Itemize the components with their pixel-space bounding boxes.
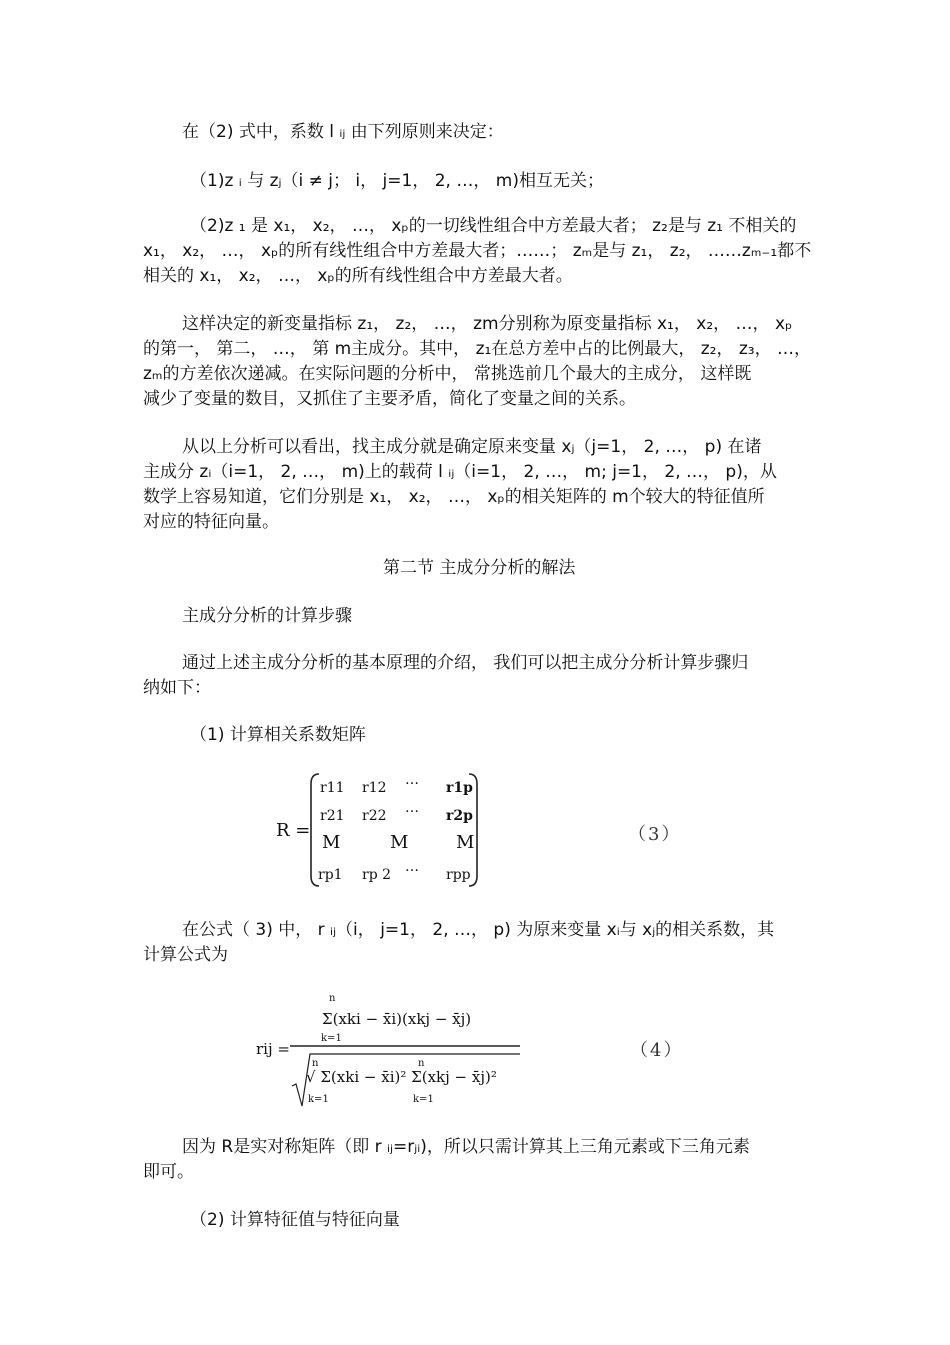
text-line: 数学上容易知道，它们分别是 x₁， x₂， …， xₚ的相关矩阵的 m个较大的特征值所 [143, 487, 765, 507]
step-2-heading: （2) 计算特征值与特征向量 [190, 1210, 400, 1230]
text-line: 即可。 [143, 1162, 194, 1182]
section-title: 第二节 主成分分析的解法 [383, 558, 576, 578]
text-line: 对应的特征向量。 [143, 512, 279, 532]
text-line: 通过上述主成分分析的基本原理的介绍， 我们可以把主成分分析计算步骤归 [182, 653, 749, 673]
matrix-cell: r2p [446, 808, 473, 824]
matrix-cell: r22 [362, 808, 387, 824]
equation-number-4: （4） [630, 1040, 684, 1061]
text-line: 这样决定的新变量指标 z₁， z₂， …， zm分别称为原变量指标 x₁， x₂， …， xₚ [182, 314, 793, 334]
step-1-heading: （1) 计算相关系数矩阵 [190, 725, 366, 745]
sum-lower: k=1 [321, 1033, 342, 1044]
matrix-cell: … [405, 772, 419, 788]
matrix-cell: rpp [446, 867, 471, 883]
matrix-cell: r21 [320, 808, 345, 824]
formula-denominator: √ Σ(xki − x̄i)² Σ(xkj − x̄j)² [306, 1068, 497, 1086]
matrix-lhs: R = [276, 820, 311, 841]
text-line: 在公式（ 3) 中， r ᵢⱼ（i， j=1， 2, …， p) 为原来变量 xᵢ与 xⱼ的相关系数，其 [182, 920, 775, 940]
matrix-cell: rp 2 [362, 867, 392, 883]
subheading-steps: 主成分分析的计算步骤 [182, 606, 352, 626]
matrix-cell: M [390, 832, 409, 853]
text-line: 的第一， 第二， …， 第 m主成分。其中， z₁在总方差中占的比例最大， z₂， z₃， …， [143, 339, 812, 359]
paragraph-coefficient-rule: 在（2) 式中，系数 l ᵢⱼ 由下列原则来决定： [182, 122, 504, 142]
text-line: x₁， x₂， …， xₚ的所有线性组合中方差最大者；……； zₘ是与 z₁， z₂， ……zₘ₋₁都不 [143, 241, 812, 261]
matrix-cell: r11 [320, 780, 345, 796]
matrix-cell: … [405, 859, 419, 875]
text-line: （2)z ₁ 是 x₁， x₂， …， xₚ的一切线性组合中方差最大者； z₂是与 z₁ 不相关的 [190, 216, 797, 236]
sum-lower: k=1 [413, 1094, 434, 1105]
formula-numerator: Σ(xki − x̄i)(xkj − x̄j) [322, 1010, 472, 1028]
sum-upper: n [312, 1058, 319, 1069]
text-line: 从以上分析可以看出，找主成分就是确定原来变量 xⱼ（j=1， 2, …， p) 在诸 [182, 437, 762, 457]
matrix-cell: r1p [446, 780, 473, 796]
sum-upper: n [418, 1058, 425, 1069]
sum-lower: k=1 [308, 1094, 329, 1105]
text-line: 减少了变量的数目，又抓住了主要矛盾，简化了变量之间的关系。 [143, 389, 636, 409]
text-line: 纳如下： [143, 678, 211, 698]
matrix-cell: r12 [362, 780, 387, 796]
matrix-cell: rp1 [318, 867, 343, 883]
matrix-cell: M [456, 832, 475, 853]
text-line: 相关的 x₁， x₂， …， xₚ的所有线性组合中方差最大者。 [143, 266, 573, 286]
matrix-cell: M [322, 832, 341, 853]
formula-lhs: rij = [256, 1040, 290, 1058]
text-line: zₘ的方差依次递减。在实际问题的分析中， 常挑选前几个最大的主成分， 这样既 [143, 364, 752, 384]
matrix-cell: … [405, 800, 419, 816]
text-line: 主成分 zᵢ（i=1， 2, …， m)上的载荷 l ᵢⱼ（i=1， 2, …， m; j=1， 2, …， p)，从 [143, 462, 777, 482]
text-line: 计算公式为 [143, 945, 228, 965]
paragraph-rule-1: （1)z ᵢ 与 zⱼ（i ≠ j； i， j=1， 2, …， m)相互无关； [190, 171, 604, 191]
sum-upper: n [329, 993, 336, 1004]
equation-number-3: （3） [628, 824, 682, 845]
text-line: 因为 R是实对称矩阵（即 r ᵢⱼ=rⱼᵢ)，所以只需计算其上三角元素或下三角元素 [182, 1137, 750, 1157]
